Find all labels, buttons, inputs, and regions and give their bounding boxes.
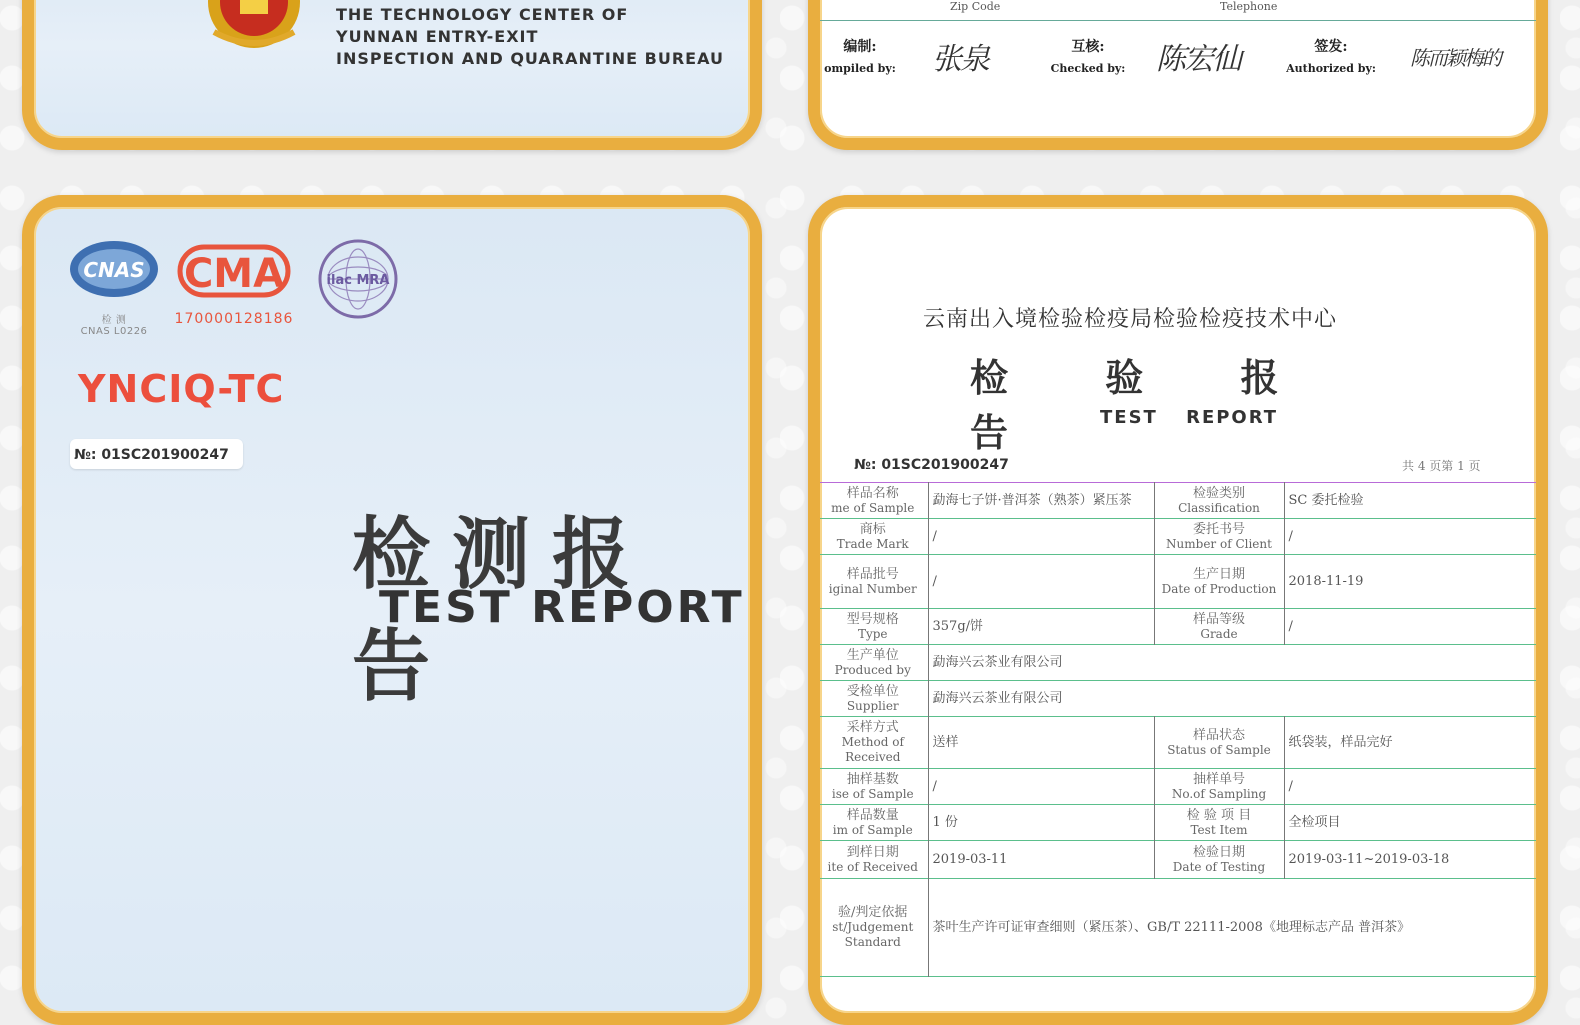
svg-text:CMA: CMA	[183, 251, 285, 297]
row-label: 样品数量 im of Sample	[818, 805, 928, 841]
cnas-logo	[64, 237, 164, 337]
row-value-right: 纸袋装，样品完好	[1288, 735, 1393, 750]
row-label-right: 检 验 项 目 Test Item	[1154, 805, 1284, 841]
report-number: №: 01SC201900247	[854, 457, 1009, 473]
table-row	[818, 879, 1548, 977]
row-value-right: /	[1288, 619, 1293, 634]
table-row	[818, 555, 1548, 609]
report-title-en: TEST REPORT	[1100, 407, 1279, 428]
row-value: /	[928, 519, 1154, 555]
row-value: 勐海七子饼·普洱茶（熟茶）紧压茶	[928, 483, 1154, 519]
bureau-line-2: YUNNAN ENTRY-EXIT	[336, 27, 539, 46]
compiler-signature: 张泉	[932, 42, 988, 77]
checked-by-label: 互核: Checked by:	[1050, 39, 1126, 75]
org-code: YNCIQ-TC	[78, 367, 285, 411]
table-row	[818, 841, 1548, 879]
cover-report-number: №: 01SC201900247	[70, 439, 243, 469]
row-value: 勐海兴云茶业有限公司	[932, 691, 1063, 706]
row-label-right: 样品状态 Status of Sample	[1154, 717, 1284, 769]
table-row	[818, 681, 1548, 717]
agency-name: 云南出入境检验检疫局检验检疫技术中心	[922, 307, 1337, 332]
row-label-right: 样品等级 Grade	[1154, 609, 1284, 645]
cnas-sub-label: 检 测	[101, 315, 127, 326]
test-report-page	[808, 195, 1548, 1025]
row-value-right: 全检项目	[1288, 815, 1341, 830]
row-value-right: 2018-11-19	[1288, 574, 1364, 589]
bureau-line-3: INSPECTION AND QUARANTINE BUREAU	[336, 49, 724, 68]
authorizer-signature: 陈而颖梅的	[1410, 46, 1500, 70]
svg-text:CNAS: CNAS	[83, 258, 145, 282]
row-value: /	[928, 555, 1154, 609]
report-title-zh: 检 验 报 告	[970, 356, 1321, 455]
row-value-right: /	[1288, 529, 1293, 544]
report-signature-fragment	[808, 0, 1548, 150]
table-row	[818, 609, 1548, 645]
row-label: 抽样基数 ise of Sample	[818, 769, 928, 805]
table-row	[818, 805, 1548, 841]
ilac-mra-logo	[316, 237, 400, 325]
cnas-number: CNAS L0226	[80, 326, 148, 337]
national-emblem-icon	[204, 0, 304, 52]
row-label-right: 生产日期 Date of Production	[1154, 555, 1284, 609]
partial-table-row	[820, 0, 1536, 21]
cma-number: 170000128186	[174, 311, 294, 327]
certificate-cover-top-fragment	[22, 0, 762, 150]
row-value: 357g/饼	[928, 609, 1154, 645]
cover-title-en: TEST REPORT	[379, 582, 745, 633]
row-label-right: 检验日期 Date of Testing	[1154, 841, 1284, 879]
row-label: 样品批号 iginal Number	[818, 555, 928, 609]
row-value: 勐海兴云茶业有限公司	[932, 655, 1063, 670]
row-value-right: /	[1288, 779, 1293, 794]
ilac-mra-icon	[316, 237, 400, 321]
row-label: 样品名称 me of Sample	[818, 483, 928, 519]
row-label: 验/判定依据 st/Judgement Standard	[818, 879, 928, 977]
bureau-line-1: THE TECHNOLOGY CENTER OF	[336, 5, 629, 24]
checker-signature: 陈宏仙	[1156, 42, 1240, 77]
test-report-cover	[22, 195, 762, 1025]
row-label: 采样方式 Method of Received	[818, 717, 928, 769]
row-label: 生产单位 Produced by	[818, 645, 928, 681]
row-label-right: 抽样单号 No.of Sampling	[1154, 769, 1284, 805]
cnas-icon	[64, 237, 164, 307]
row-value: 送样	[928, 717, 1154, 769]
row-label: 商标 Trade Mark	[818, 519, 928, 555]
svg-text:ilac MRA: ilac MRA	[326, 273, 390, 288]
zip-code-label: Zip Code	[950, 0, 1001, 13]
telephone-label: Telephone	[1220, 0, 1278, 13]
row-value-right: 2019-03-11~2019-03-18	[1288, 852, 1450, 867]
cma-icon	[174, 237, 294, 307]
row-value: 2019-03-11	[928, 841, 1154, 879]
row-value-right: SC 委托检验	[1288, 493, 1364, 508]
cma-logo	[174, 237, 294, 327]
row-value: 茶叶生产许可证审查细则（紧压茶）、GB/T 22111-2008《地理标志产品 普洱茶》	[932, 920, 1411, 935]
table-row	[818, 769, 1548, 805]
row-label: 型号规格 Type	[818, 609, 928, 645]
row-label: 到样日期 ite of Received	[818, 841, 928, 879]
cover-title-zh: 检测报告	[352, 509, 653, 712]
authorized-by-label: 签发: Authorized by:	[1286, 39, 1376, 75]
row-label-right: 检验类别 Classification	[1154, 483, 1284, 519]
compiled-by-label: 编制: ompiled by:	[824, 39, 896, 75]
table-row	[818, 645, 1548, 681]
bureau-english-name	[336, 4, 724, 70]
row-value: /	[928, 769, 1154, 805]
report-info-table	[818, 482, 1548, 977]
row-value: 1 份	[928, 805, 1154, 841]
row-label: 受检单位 Supplier	[818, 681, 928, 717]
row-label-right: 委托书号 Number of Client	[1154, 519, 1284, 555]
table-row	[818, 519, 1548, 555]
table-row	[818, 717, 1548, 769]
table-row	[818, 483, 1548, 519]
page-info: 共 4 页第 1 页	[1402, 459, 1481, 473]
